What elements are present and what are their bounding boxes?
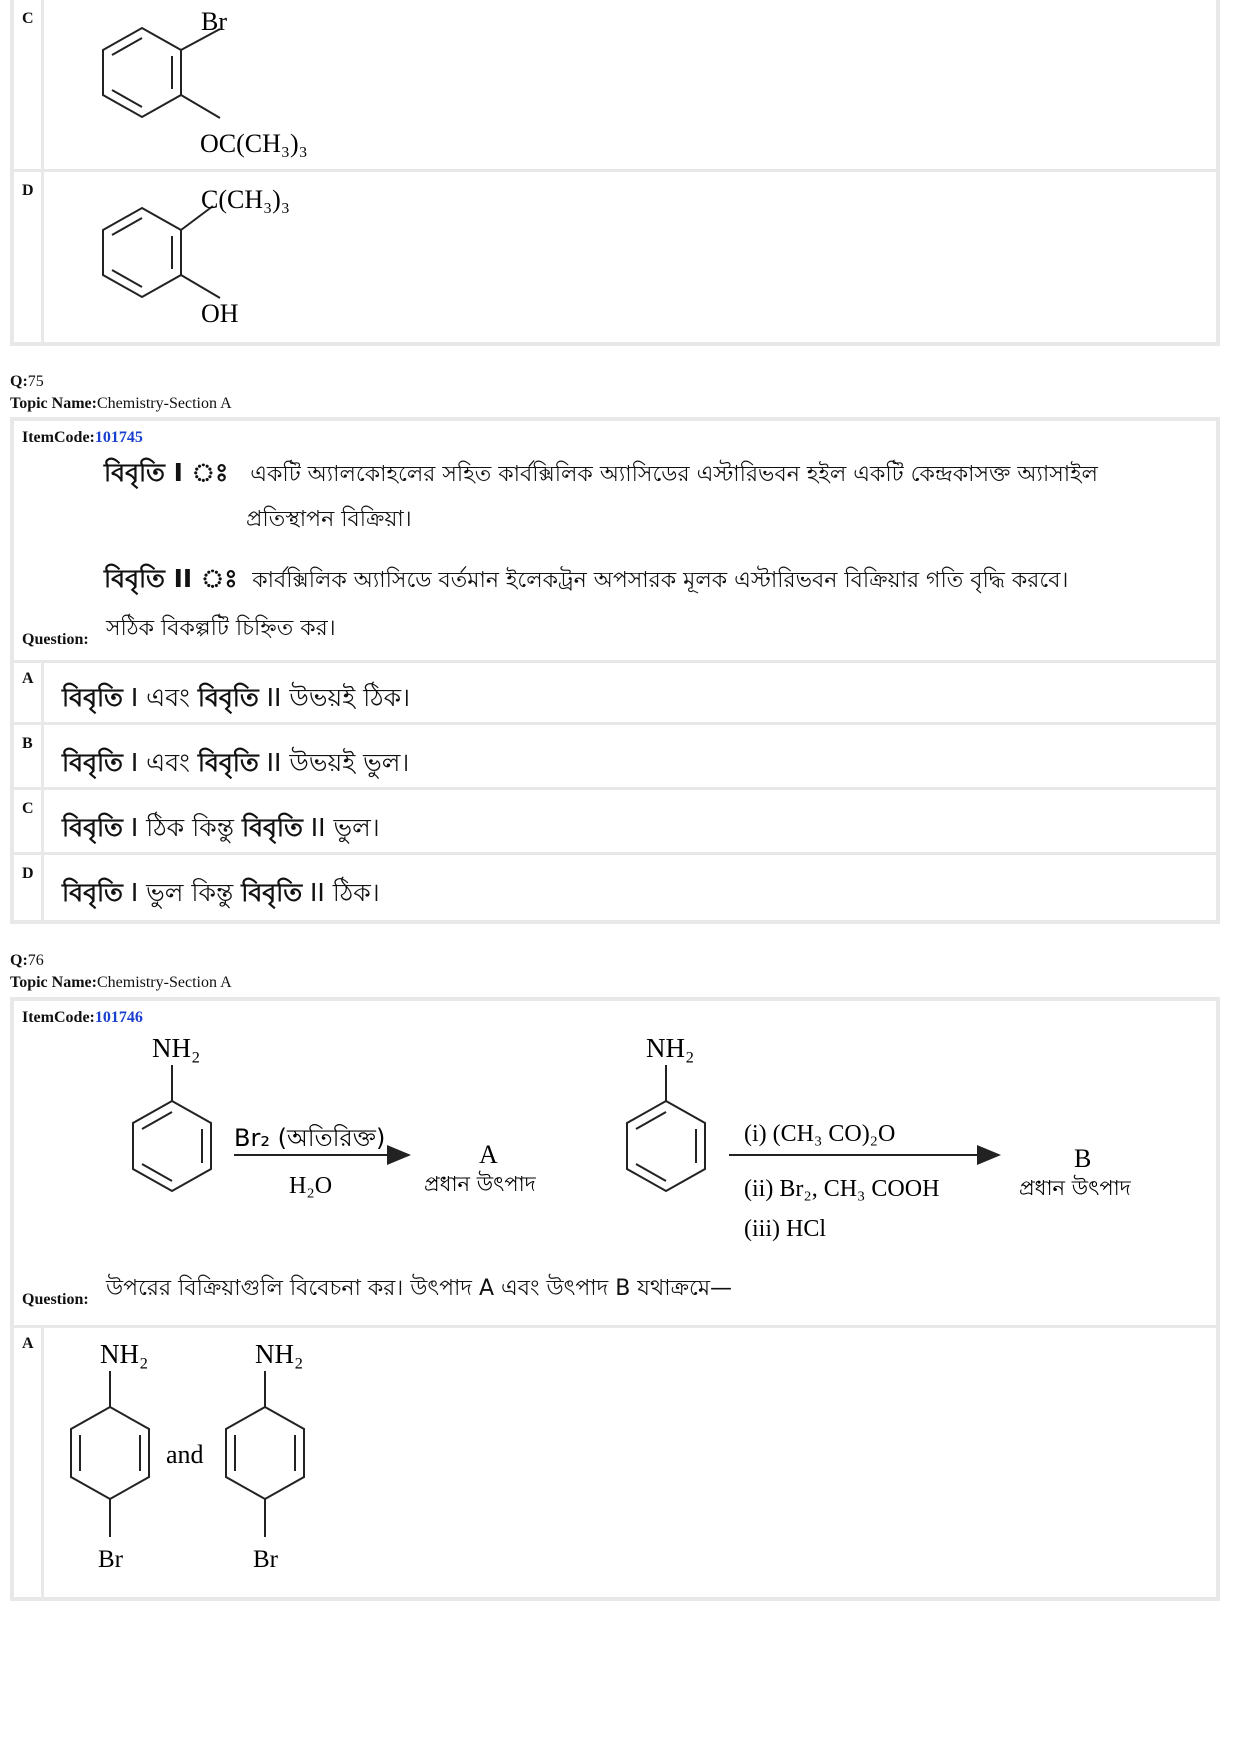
option-structure xyxy=(48,1325,1216,1597)
option-text: বিবৃতি I ঠিক কিন্তু বিবৃতি II ভুল। xyxy=(62,813,380,842)
joiner: and xyxy=(166,1440,204,1469)
question-text: উপরের বিক্রিয়াগুলি বিবেচনা কর। উৎপাদ A এবং উৎপাদ B যথাক্রমে— xyxy=(106,1276,733,1301)
product-note: প্রধান উৎপাদ xyxy=(424,1172,536,1196)
mol1-top: NH₂ xyxy=(100,1339,149,1369)
option-c[interactable] xyxy=(14,790,1216,855)
option-structure xyxy=(48,172,1216,342)
step-3: (iii) HCl xyxy=(744,1216,826,1242)
substituent: NH₂ xyxy=(646,1033,695,1063)
question-label: Question: xyxy=(22,631,89,648)
q76-options xyxy=(14,1325,1216,1597)
item-code: ItemCode:101745 xyxy=(22,429,143,446)
benzene-structure-c xyxy=(48,0,348,172)
q75-block xyxy=(10,417,1220,924)
q76-stem xyxy=(14,1001,1216,1328)
statement-1: বিবৃতি I ঃ একটি অ্যালকোহলের সহিত কার্বক্সিলিক অ্যাসিডের এস্টারিভবন হইল একটি কেন্দ্রকাসক্ত অ্যাসাইল xyxy=(104,458,1098,487)
top-group: Br xyxy=(201,7,227,36)
aniline-1 xyxy=(133,1033,211,1191)
bottom-group: OH xyxy=(201,299,239,328)
mol2-bottom: Br xyxy=(253,1546,278,1573)
item-code: ItemCode:101746 xyxy=(22,1009,143,1026)
q76-number: Q:76 xyxy=(10,952,44,969)
mol1-bottom: Br xyxy=(98,1546,123,1573)
reaction-scheme xyxy=(14,1021,1214,1301)
product-a: A xyxy=(479,1140,498,1169)
mol2-top: NH₂ xyxy=(255,1339,304,1369)
options-block-prev xyxy=(10,0,1220,346)
q75-stem xyxy=(14,421,1216,663)
option-a[interactable] xyxy=(14,1325,1216,1597)
statement-1-cont: প্রতিস্থাপন বিক্রিয়া। xyxy=(246,507,412,532)
option-letter: A xyxy=(14,1325,44,1597)
q75-topic: Topic Name:Chemistry-Section A xyxy=(10,395,232,412)
option-letter: A xyxy=(14,660,44,722)
statement-2: বিবৃতি II ঃ কার্বক্সিলিক অ্যাসিডে বর্তমান ইলেকট্রন অপসারক মূলক এস্টারিভবন বিক্রিয়ার গতি বৃদ্ধি করবে। xyxy=(104,564,1069,593)
substituent: NH₂ xyxy=(152,1033,201,1063)
option-a[interactable] xyxy=(14,660,1216,725)
option-text: বিবৃতি I এবং বিবৃতি II উভয়ই ভুল। xyxy=(62,748,410,777)
option-letter: C xyxy=(14,0,44,169)
q75-number: Q:75 xyxy=(10,373,44,390)
q75-options xyxy=(14,660,1216,920)
option-b[interactable] xyxy=(14,725,1216,790)
reagent-bottom: H₂O xyxy=(289,1173,333,1199)
q76-topic: Topic Name:Chemistry-Section A xyxy=(10,974,232,991)
top-group: C(CH₃)₃ xyxy=(201,185,290,214)
bottom-group: OC(CH₃)₃ xyxy=(200,129,308,158)
option-text: বিবৃতি I এবং বিবৃতি II উভয়ই ঠিক। xyxy=(62,683,411,712)
step-2: (ii) Br₂, CH₃ COOH xyxy=(744,1176,940,1202)
product-b: B xyxy=(1074,1144,1092,1173)
step-1: (i) (CH₃ CO)₂O xyxy=(744,1121,896,1147)
question-text: সঠিক বিকল্পটি চিহ্নিত কর। xyxy=(106,616,336,641)
q76-block xyxy=(10,997,1220,1601)
option-c[interactable] xyxy=(14,0,1216,172)
option-letter: D xyxy=(14,855,44,920)
option-a-structures xyxy=(48,1325,448,1595)
product-note: প্রধান উৎপাদ xyxy=(1019,1176,1131,1200)
option-d[interactable] xyxy=(14,855,1216,920)
option-structure xyxy=(48,0,1216,169)
question-label: Question: xyxy=(22,1291,89,1308)
option-d[interactable] xyxy=(14,172,1216,342)
option-text: বিবৃতি I ভুল কিন্তু বিবৃতি II ঠিক। xyxy=(62,878,380,907)
option-letter: D xyxy=(14,172,44,342)
aniline-2 xyxy=(627,1033,705,1191)
reagent-top: Br₂ (অতিরিক্ত) xyxy=(234,1124,386,1152)
benzene-structure-d xyxy=(48,172,348,342)
option-letter: C xyxy=(14,790,44,852)
option-letter: B xyxy=(14,725,44,787)
